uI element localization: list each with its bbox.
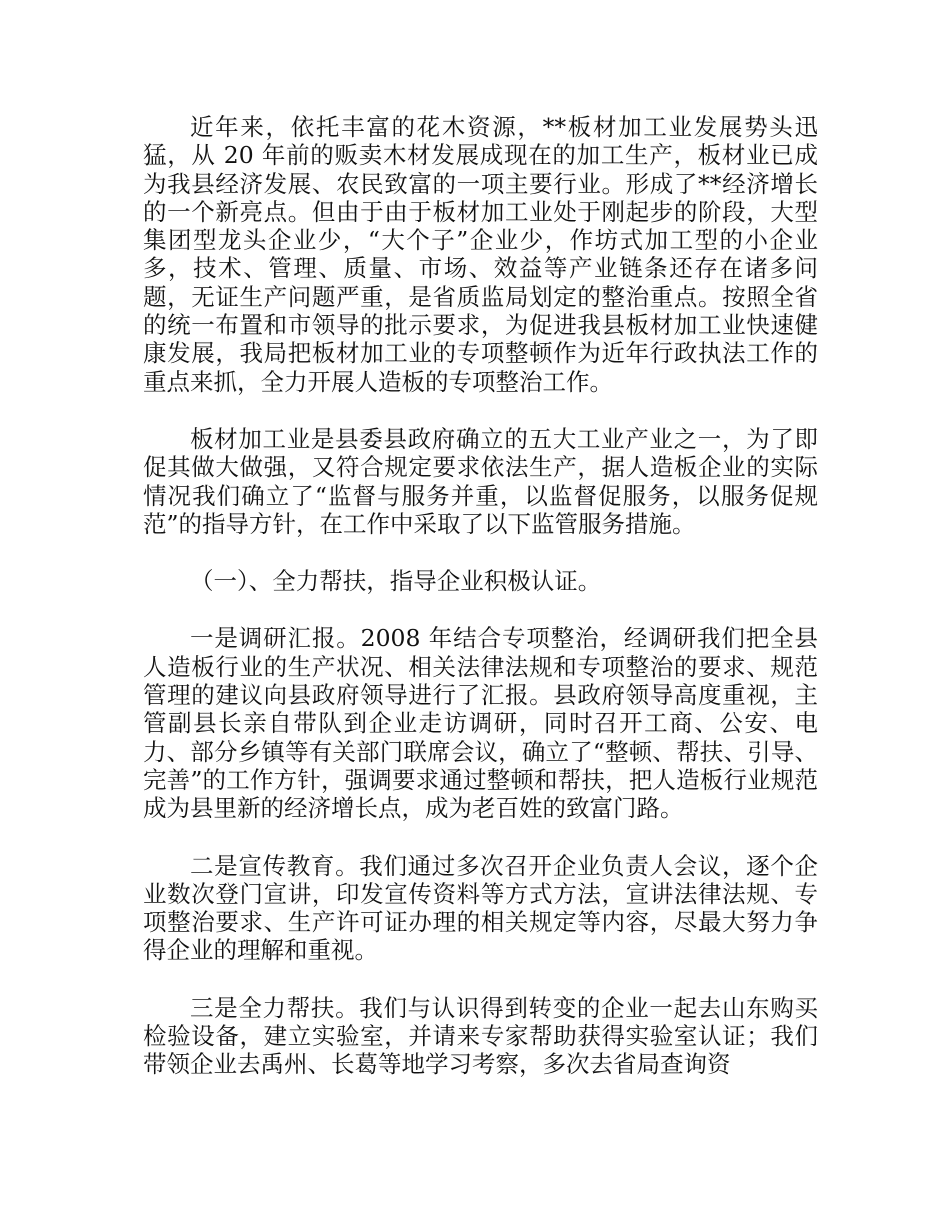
paragraph-full-support: 三是全力帮扶。我们与认识得到转变的企业一起去山东购买检验设备，建立实验室，并请来专家帮助获得实验室认证；我们带领企业去禹州、长葛等地学习考察，多次去省局查询资 bbox=[143, 993, 818, 1079]
paragraph-intro: 近年来，依托丰富的花木资源，**板材加工业发展势头迅猛，从 20 年前的贩卖木材发展成现在的加工生产，板材业已成为我县经济发展、农民致富的一项主要行业。形成了**经济增长的一个新亮点。但由于由于板材加工业处于刚起步的阶段，大型集团型龙头企业少，“大个子”企业少，作坊式加工型的小企业多，技术、管理、质量、市场、效益等产业链条还存在诸多问题，无证生产问题严重，是省质监局划定的整治重点。按照全省的统一布置和市领导的批示要求，为促进我县板材加工业快速健康发展，我局把板材加工业的专项整顿作为近年行政执法工作的重点来抓，全力开展人造板的专项整治工作。 bbox=[143, 113, 818, 396]
paragraph-guideline: 板材加工业是县委县政府确立的五大工业产业之一，为了即促其做大做强，又符合规定要求依法生产，据人造板企业的实际情况我们确立了“监督与服务并重，以监督促服务，以服务促规范”的指导方针，在工作中采取了以下监管服务措施。 bbox=[143, 424, 818, 538]
paragraph-research-report: 一是调研汇报。2008 年结合专项整治，经调研我们把全县人造板行业的生产状况、相关法律法规和专项整治的要求、规范管理的建议向县政府领导进行了汇报。县政府领导高度重视，主管副县长亲自带队到企业走访调研，同时召开工商、公安、电力、部分乡镇等有关部门联席会议，确立了“整顿、帮扶、引导、完善”的工作方针，强调要求通过整顿和帮扶，把人造板行业规范成为县里新的经济增长点，成为老百姓的致富门路。 bbox=[143, 624, 818, 823]
document-body bbox=[143, 113, 818, 1108]
section-heading-1: （一）、全力帮扶，指导企业积极认证。 bbox=[190, 567, 602, 596]
paragraph-publicity-education: 二是宣传教育。我们通过多次召开企业负责人会议，逐个企业数次登门宣讲，印发宣传资料等方式方法，宣讲法律法规、专项整治要求、生产许可证办理的相关规定等内容，尽最大努力争得企业的理解和重视。 bbox=[143, 851, 818, 965]
